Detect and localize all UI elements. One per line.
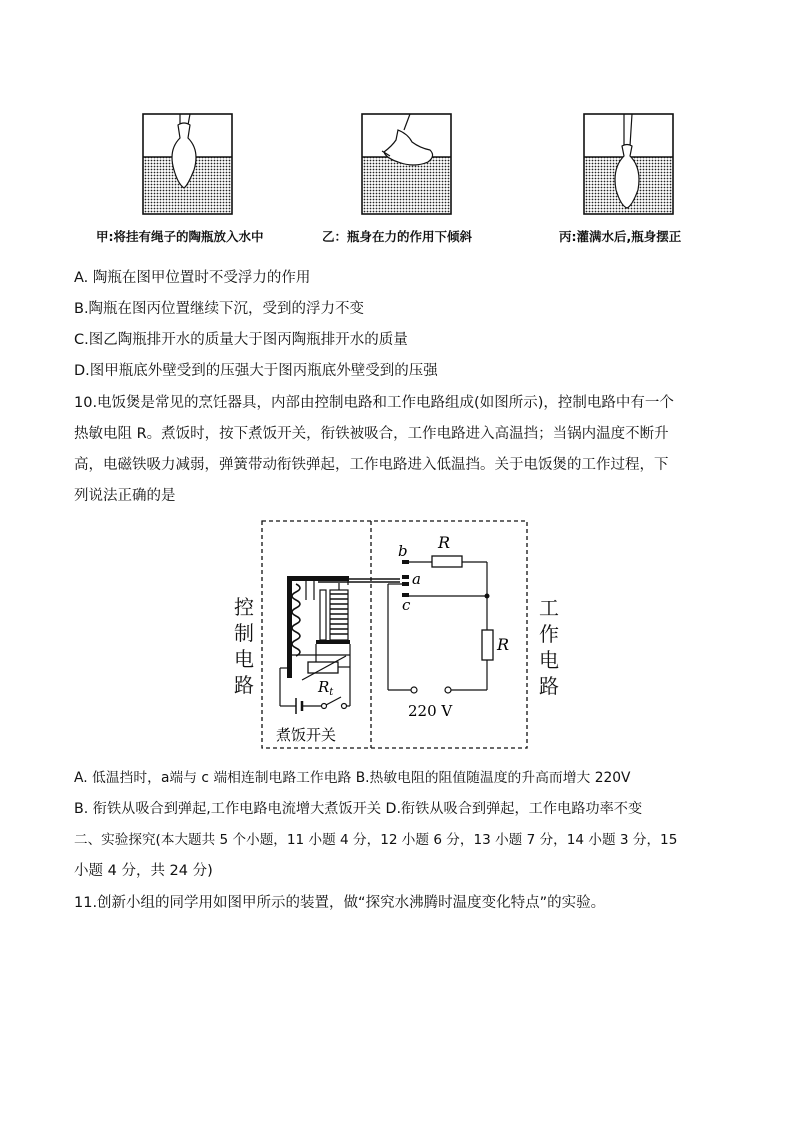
resistor-right-label: R (497, 635, 510, 654)
voltage-label: 220 V (408, 702, 453, 720)
working-circuit-label: 工 作 电 路 (539, 596, 559, 698)
q9-option-b: B.陶瓶在图丙位置继续下沉，受到的浮力不变 (74, 301, 365, 317)
q10-stem-line-4: 列说法正确的是 (74, 488, 176, 504)
q10-stem-line-2: 热敏电阻 R。煮饭时，按下煮饭开关，衔铁被吸合，工作电路进入高温挡；当锅内温度不断升 (74, 426, 669, 442)
q10-options-line-2: B. 衔铁从吸合到弹起,工作电路电流增大煮饭开关 D.衔铁从吸合到弹起，工作电路功率不变 (74, 801, 643, 817)
q10-options-line-1: A. 低温挡时，a端与 c 端相连制电路工作电路 B.热敏电阻的阻值随温度的升高而增大 220V (74, 770, 631, 786)
q10-stem-line-3: 高，电磁铁吸力减弱，弹簧带动衔铁弹起，工作电路进入低温挡。关于电饭煲的工作过程，下 (74, 457, 669, 473)
q9-option-a: A. 陶瓶在图甲位置时不受浮力的作用 (74, 270, 311, 286)
switch-label: 煮饭开关 (276, 726, 337, 744)
q10-stem-line-1: 10.电饭煲是常见的烹饪器具，内部由控制电路和工作电路组成(如图所示)，控制电路中有一个 (74, 395, 674, 411)
electromagnet (287, 576, 400, 678)
caption-yi: 乙：瓶身在力的作用下倾斜 (322, 229, 473, 244)
section2-heading-line-2: 小题 4 分，共 24 分) (74, 863, 213, 879)
control-circuit-label: 控 制 电 路 (234, 595, 254, 697)
caption-jia: 甲:将挂有绳子的陶瓶放入水中 (96, 229, 264, 244)
thermistor-label: $R_t$ (318, 678, 334, 698)
section2-heading-line-1: 二、实验探究(本大题共 5 个小题，11 小题 4 分，12 小题 6 分，13 小题 7 分，14 小题 3 分，15 (74, 832, 678, 848)
contact-c-label: c (402, 596, 411, 614)
contact-b-label: b (398, 542, 408, 560)
contact-a-label: a (412, 570, 421, 588)
q9-option-c: C.图乙陶瓶排开水的质量大于图丙陶瓶排开水的质量 (74, 332, 408, 348)
working-wiring (388, 556, 493, 693)
q11-stem: 11.创新小组的同学用如图甲所示的装置，做“探究水沸腾时温度变化特点”的实验。 (74, 895, 606, 911)
resistor-top-label: R (438, 533, 451, 552)
caption-bing: 丙:灌满水后,瓶身摆正 (559, 229, 682, 244)
q9-option-d: D.图甲瓶底外壁受到的压强大于图丙瓶底外壁受到的压强 (74, 363, 438, 379)
